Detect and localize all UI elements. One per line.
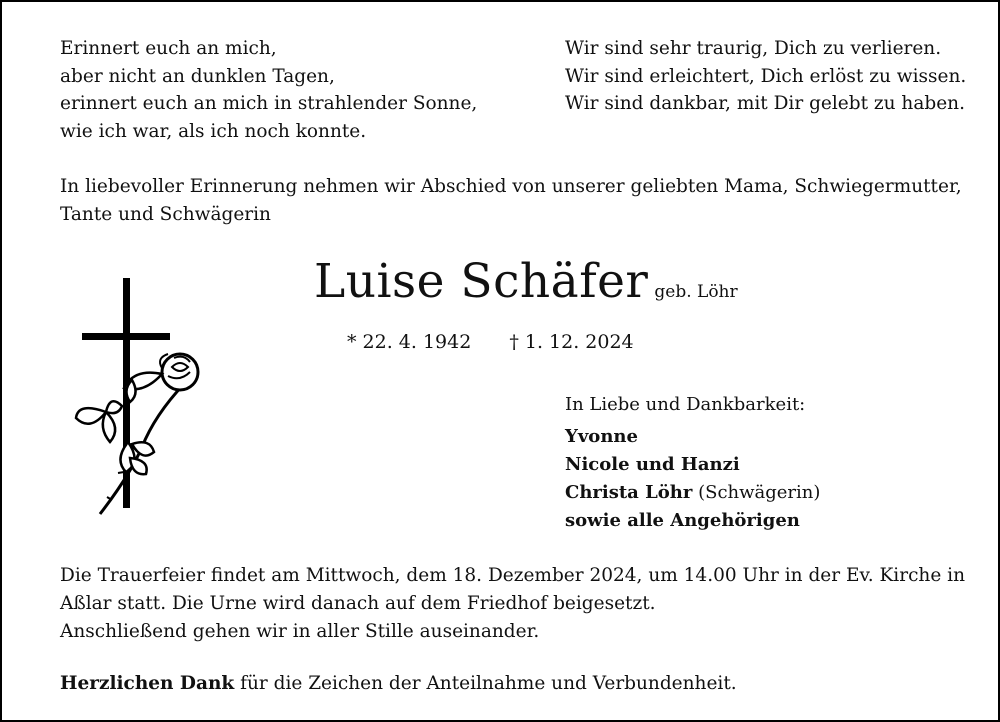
intro-text: [60, 173, 962, 229]
mourner-name: Yvonne: [565, 426, 638, 447]
deceased-name: Luise Schäfer: [314, 254, 649, 309]
mourner-entry: [565, 507, 820, 535]
poem-line: aber nicht an dunklen Tagen,: [60, 65, 335, 87]
thanks-line: [60, 673, 737, 694]
service-line: Aßlar statt. Die Urne wird danach auf dem Friedhof beigesetzt.: [60, 593, 656, 614]
thanks-bold: Herzlichen Dank: [60, 673, 235, 694]
poem-line: erinnert euch an mich in strahlender Sonne,: [60, 93, 478, 114]
mourner-entry: [565, 479, 820, 507]
poem-line: wie ich war, als ich noch konnte.: [60, 120, 367, 142]
mourner-entry: [565, 423, 820, 451]
death-date: † 1. 12. 2024: [509, 331, 634, 353]
intro-line: In liebevoller Erinnerung nehmen wir Abschied von unserer geliebten Mama, Schwiegermutter,: [60, 176, 962, 197]
mourner-name: Nicole und Hanzi: [565, 454, 740, 475]
mourner-name: sowie alle Angehörigen: [565, 510, 800, 531]
poem-line: Wir sind sehr traurig, Dich zu verlieren.: [565, 38, 942, 59]
poem-line: Wir sind dankbar, mit Dir gelebt zu haben.: [565, 93, 965, 114]
maiden-name: geb. Löhr: [654, 282, 738, 302]
mourner-note: (Schwägerin): [698, 482, 821, 503]
cross-with-rose-icon: [72, 272, 202, 526]
mourners-lead: In Liebe und Dankbarkeit:: [565, 394, 806, 415]
service-line: Anschließend gehen wir in aller Stille auseinander.: [60, 621, 540, 642]
service-info: [60, 562, 966, 646]
poem-left: [60, 35, 477, 145]
mourners-block: [565, 391, 820, 535]
mourner-name: Christa Löhr: [565, 482, 693, 503]
birth-date: * 22. 4. 1942: [347, 331, 472, 353]
poem-right: [565, 35, 966, 118]
cross-rose-drawing: [72, 272, 202, 522]
poem-line: Erinnert euch an mich,: [60, 38, 277, 59]
mourner-entry: [565, 451, 820, 479]
thanks-rest: für die Zeichen der Anteilnahme und Verbundenheit.: [234, 673, 737, 694]
service-line: Die Trauerfeier findet am Mittwoch, dem 18. Dezember 2024, um 14.00 Uhr in der Ev. Kirche in: [60, 565, 966, 586]
poem-line: Wir sind erleichtert, Dich erlöst zu wissen.: [565, 65, 967, 87]
name-block: [314, 254, 738, 309]
life-dates: [347, 331, 634, 353]
intro-line: Tante und Schwägerin: [60, 204, 271, 225]
